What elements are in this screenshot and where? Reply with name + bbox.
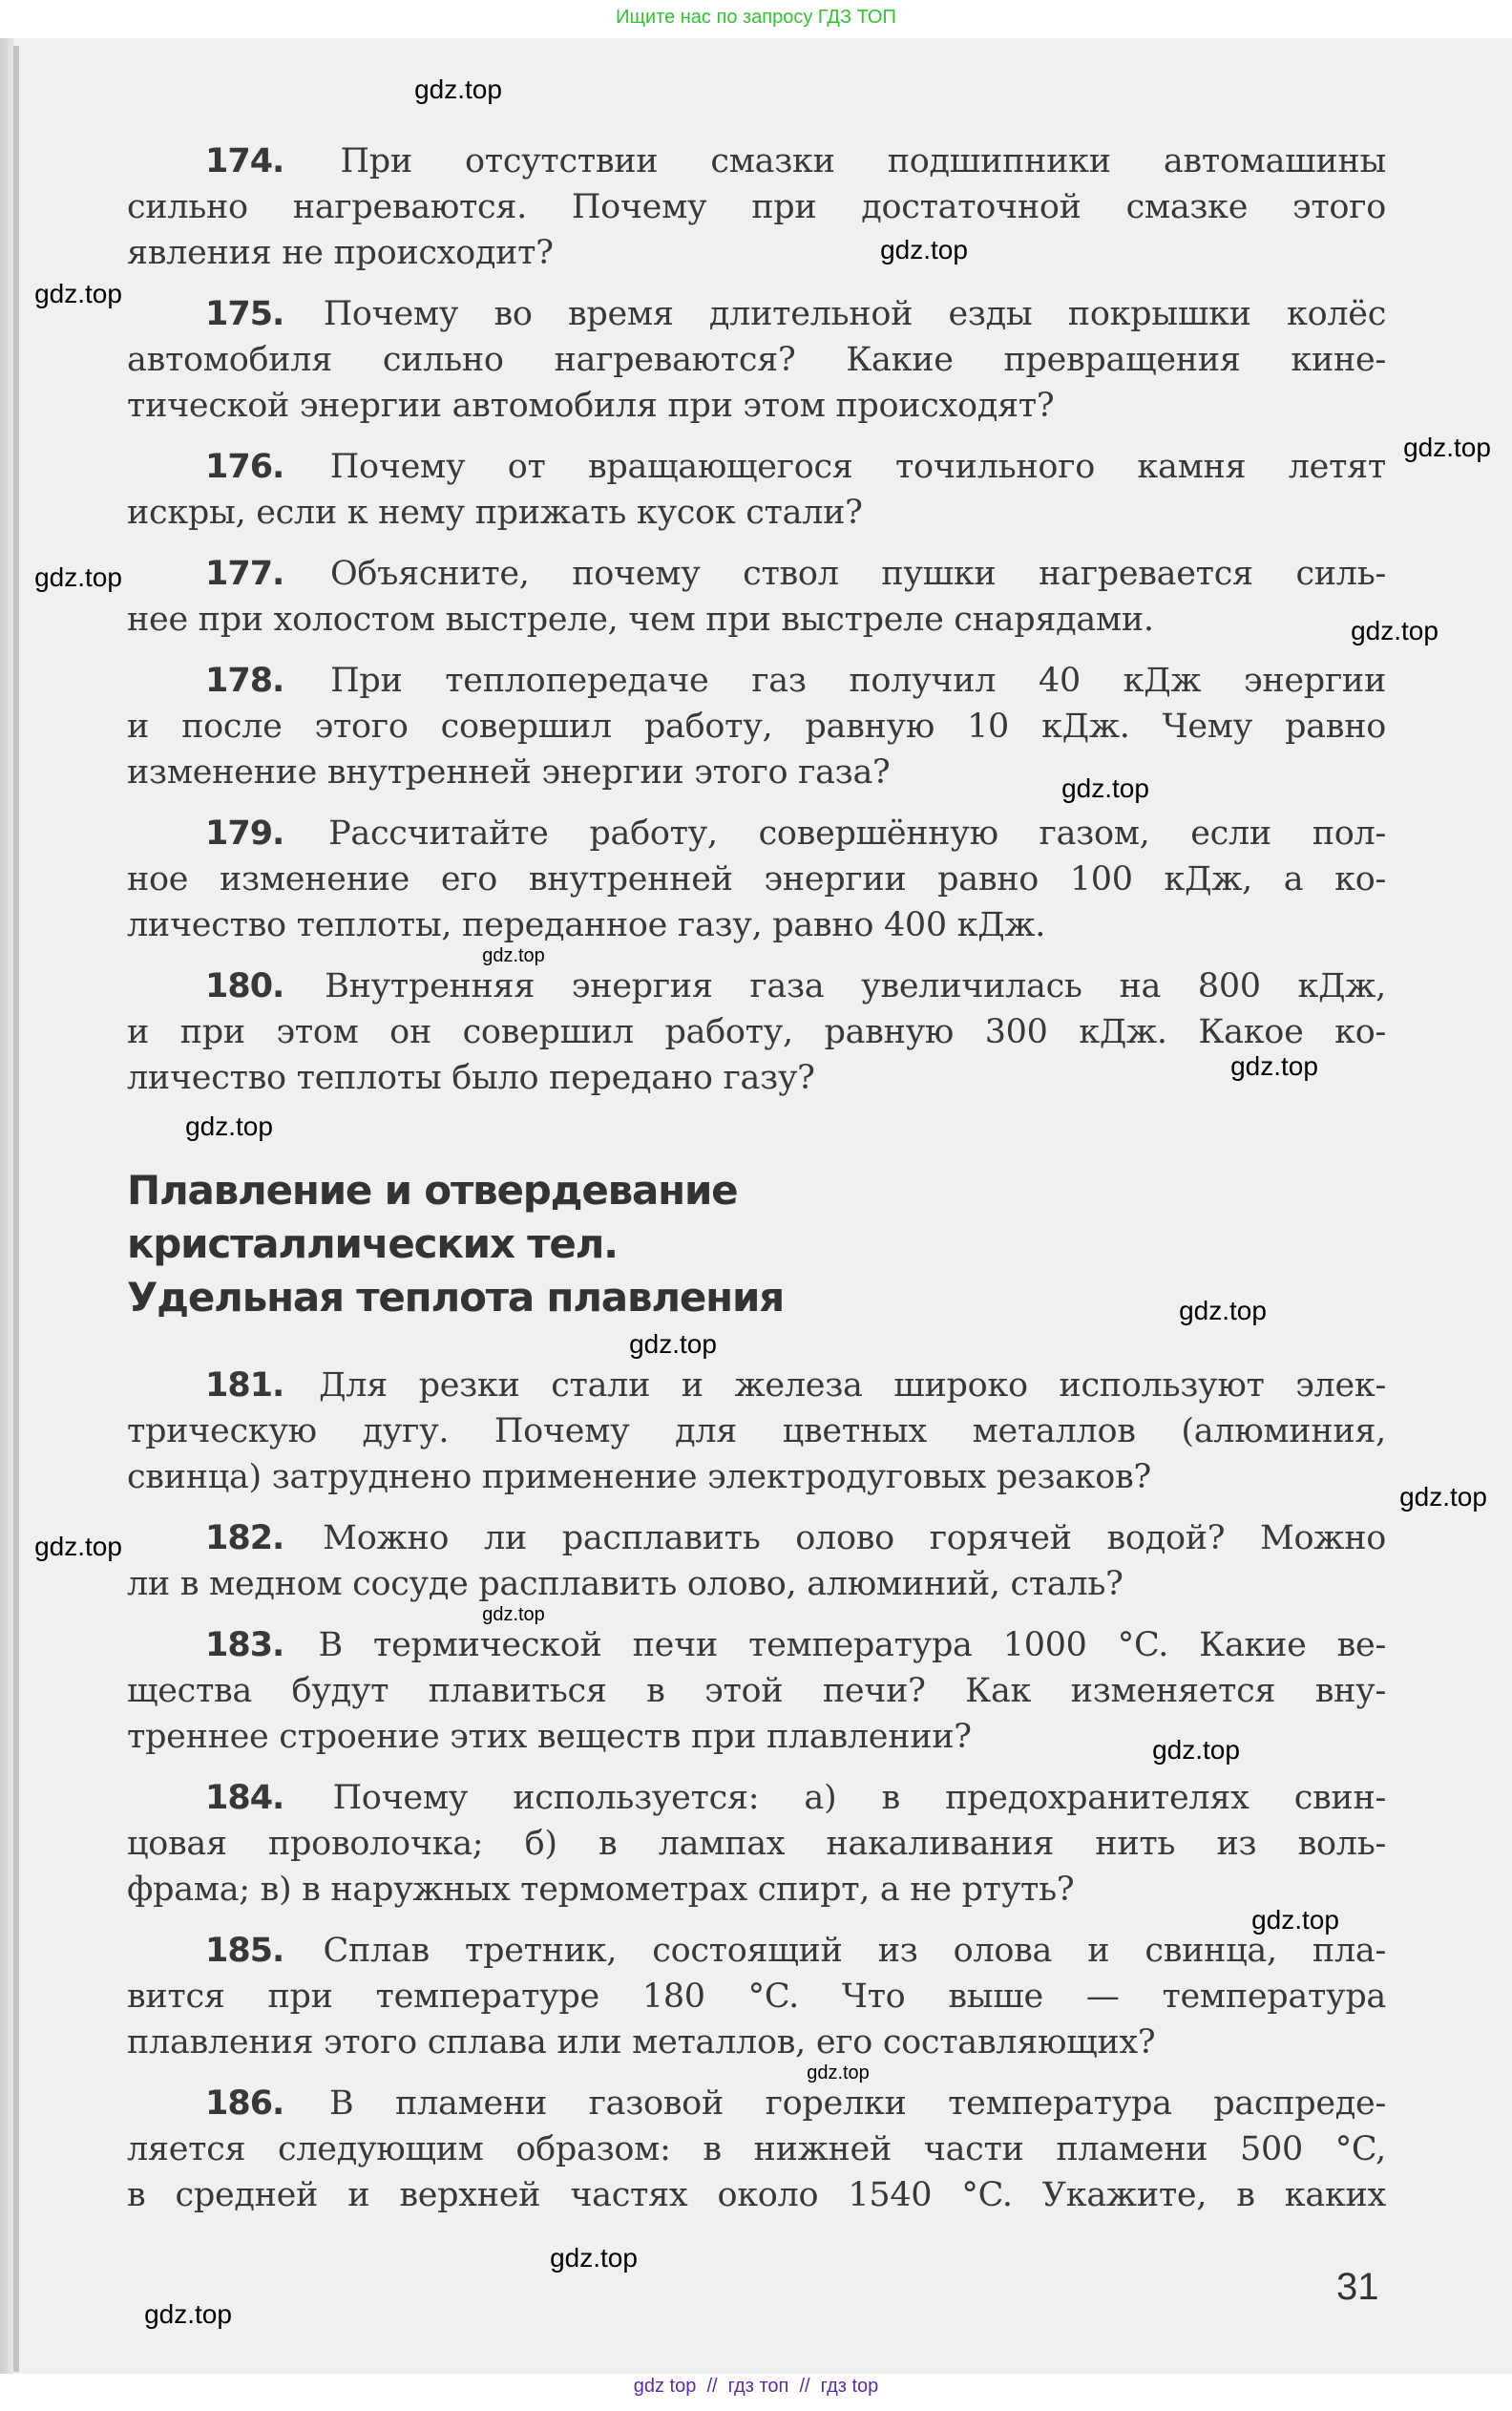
line-text: личество теплоты, переданное газу, равно 400 кДж. [127, 906, 1046, 944]
line-text: Почему используется: а) в предохранителях свин- [332, 1779, 1386, 1817]
problem-number: 176. [205, 448, 284, 486]
problem-174 [127, 138, 1386, 276]
problem-number: 186. [205, 2084, 284, 2123]
line-text: В пламени газовой горелки температура распреде- [329, 2084, 1386, 2123]
line-text: и после этого совершил работу, равную 10 кДж. Чему равно [127, 708, 1386, 746]
line-text: тической энергии автомобиля при этом происходят? [127, 387, 1055, 425]
watermark: gdz.top [1251, 1905, 1339, 1935]
line-text: автомобиля сильно нагреваются? Какие превращения кине- [127, 341, 1386, 379]
text-line [127, 341, 1386, 379]
text-line [127, 1672, 1386, 1710]
problem-number: 174. [205, 142, 284, 180]
watermark: gdz.top [144, 2299, 232, 2329]
line-text: треннее строение этих веществ при плавлении? [127, 1718, 972, 1756]
text-line [127, 1871, 1074, 1909]
watermark: gdz.top [1230, 1051, 1318, 1081]
heading-line: кристаллических тел. [127, 1220, 618, 1267]
text-line [127, 2130, 1386, 2168]
text-line [127, 1458, 1151, 1496]
line-text: При теплопередаче газ получил 40 кДж энергии [330, 662, 1386, 700]
text-line [205, 1779, 1386, 1817]
text-line [127, 188, 1386, 226]
problem-175 [127, 291, 1386, 429]
line-text: искры, если к нему прижать кусок стали? [127, 494, 863, 532]
text-line [127, 860, 1386, 899]
watermark: gdz.top [1152, 1735, 1240, 1765]
watermark: gdz.top [550, 2243, 638, 2273]
problem-number: 185. [205, 1932, 284, 1970]
line-text: При отсутствии смазки подшипники автомашины [340, 142, 1387, 180]
line-text: ли в медном сосуде расплавить олово, алюминий, сталь? [127, 1565, 1124, 1603]
problem-186 [127, 2081, 1386, 2218]
line-text: Объясните, почему ствол пушки нагревается силь- [330, 555, 1386, 593]
text-line [205, 295, 1386, 333]
problem-number: 181. [205, 1366, 284, 1405]
heading-line: Удельная теплота плавления [127, 1274, 784, 1321]
line-text: ляется следующим образом: в нижней части пламени 500 °C, [127, 2130, 1386, 2168]
problem-number: 177. [205, 555, 284, 593]
text-line [127, 1825, 1386, 1863]
text-line [127, 1977, 1386, 2016]
footer-links[interactable]: gdz top // гдз топ // гдз top [633, 2376, 879, 2397]
problem-number: 178. [205, 662, 284, 700]
problem-number: 184. [205, 1779, 284, 1817]
text-line [127, 1059, 815, 1097]
problem-182 [127, 1515, 1386, 1607]
problem-185 [127, 1928, 1386, 2065]
line-text: сильно нагреваются. Почему при достаточной смазке этого [127, 188, 1386, 226]
line-text: плавления этого сплава или металлов, его составляющих? [127, 2023, 1156, 2062]
line-text: Почему во время длительной езды покрышки колёс [323, 295, 1386, 333]
watermark: gdz.top [482, 945, 545, 966]
line-text: цовая проволочка; б) в лампах накаливания нить из воль- [127, 1825, 1386, 1863]
line-text: ное изменение его внутренней энергии равно 100 кДж, а ко- [127, 860, 1386, 899]
text-line [127, 387, 1054, 425]
text-line [127, 1718, 972, 1756]
text-line [127, 1412, 1386, 1450]
text-line [205, 1519, 1386, 1557]
watermark: gdz.top [34, 1532, 122, 1561]
line-text: В термической печи температура 1000 °C. Какие ве- [318, 1626, 1386, 1664]
watermark: gdz.top [185, 1111, 273, 1141]
problem-number: 175. [205, 295, 284, 333]
page-number: 31 [1336, 2266, 1379, 2308]
problem-180 [127, 963, 1386, 1101]
problem-176 [127, 444, 1386, 536]
watermark: gdz.top [1399, 1482, 1487, 1512]
line-text: вится при температуре 180 °C. Что выше — температура [127, 1977, 1386, 2016]
text-line [205, 1932, 1386, 1970]
text-line [205, 448, 1386, 486]
text-line [127, 2023, 1155, 2062]
text-line [205, 1366, 1386, 1405]
text-line [205, 662, 1386, 700]
watermark: gdz.top [1061, 773, 1149, 803]
problem-number: 183. [205, 1626, 284, 1664]
line-text: в средней и верхней частях около 1540 °C. Укажите, в каких [127, 2176, 1386, 2214]
line-text: личество теплоты было передано газу? [127, 1059, 815, 1097]
line-text: свинца) затруднено применение электродуговых резаков? [127, 1458, 1151, 1496]
watermark: gdz.top [414, 74, 502, 104]
text-line [205, 555, 1386, 593]
line-text: Для резки стали и железа широко используют элек- [319, 1366, 1386, 1405]
watermark: gdz.top [1179, 1296, 1267, 1325]
page-content [127, 138, 1386, 2233]
line-text: щества будут плавиться в этой печи? Как изменяется вну- [127, 1672, 1386, 1710]
problem-179 [127, 811, 1386, 948]
watermark: gdz.top [1403, 433, 1491, 462]
line-text: нее при холостом выстреле, чем при выстреле снарядами. [127, 601, 1154, 639]
search-banner[interactable]: Ищите нас по запросу ГДЗ ТОП [616, 7, 896, 28]
problem-178 [127, 658, 1386, 795]
text-line [127, 906, 1045, 944]
watermark: gdz.top [629, 1329, 717, 1359]
text-line [127, 601, 1154, 639]
text-line [205, 1626, 1386, 1664]
line-text: Рассчитайте работу, совершённую газом, если пол- [328, 814, 1387, 853]
page-edge-shadow [0, 38, 13, 2374]
line-text: Сплав третник, состоящий из олова и свинца, пла- [323, 1932, 1386, 1970]
watermark: gdz.top [807, 2062, 870, 2083]
watermark: gdz.top [1351, 616, 1438, 645]
text-line [127, 494, 863, 532]
line-text: Внутренняя энергия газа увеличилась на 800 кДж, [325, 967, 1387, 1005]
text-line [205, 2084, 1386, 2123]
line-text: Почему от вращающегося точильного камня летят [329, 448, 1386, 486]
text-line [205, 967, 1386, 1005]
text-line [127, 234, 554, 272]
problems-section-1 [127, 138, 1386, 1101]
text-line [127, 708, 1386, 746]
text-line [127, 753, 890, 792]
line-text: трическую дугу. Почему для цветных металлов (алюминия, [127, 1412, 1386, 1450]
problems-section-2 [127, 1363, 1386, 2218]
text-line [127, 1013, 1386, 1051]
text-line [205, 814, 1386, 853]
watermark: gdz.top [880, 235, 968, 264]
heading-line: Плавление и отвердевание [127, 1167, 738, 1214]
text-line [205, 142, 1386, 180]
line-text: и при этом он совершил работу, равную 300 кДж. Какое ко- [127, 1013, 1386, 1051]
problem-177 [127, 551, 1386, 643]
line-text: Можно ли расплавить олово горячей водой? Можно [323, 1519, 1387, 1557]
problem-184 [127, 1775, 1386, 1913]
watermark: gdz.top [34, 279, 122, 308]
line-text: изменение внутренней энергии этого газа? [127, 753, 891, 792]
watermark: gdz.top [482, 1604, 545, 1625]
line-text: явления не происходит? [127, 234, 554, 272]
page-binding-shadow [13, 46, 19, 2372]
problem-number: 182. [205, 1519, 284, 1557]
problem-number: 180. [205, 967, 284, 1005]
line-text: фрама; в) в наружных термометрах спирт, а не ртуть? [127, 1871, 1075, 1909]
problem-181 [127, 1363, 1386, 1500]
problem-number: 179. [205, 814, 284, 853]
text-line [127, 1565, 1124, 1603]
text-line [127, 2176, 1386, 2214]
watermark: gdz.top [34, 562, 122, 592]
